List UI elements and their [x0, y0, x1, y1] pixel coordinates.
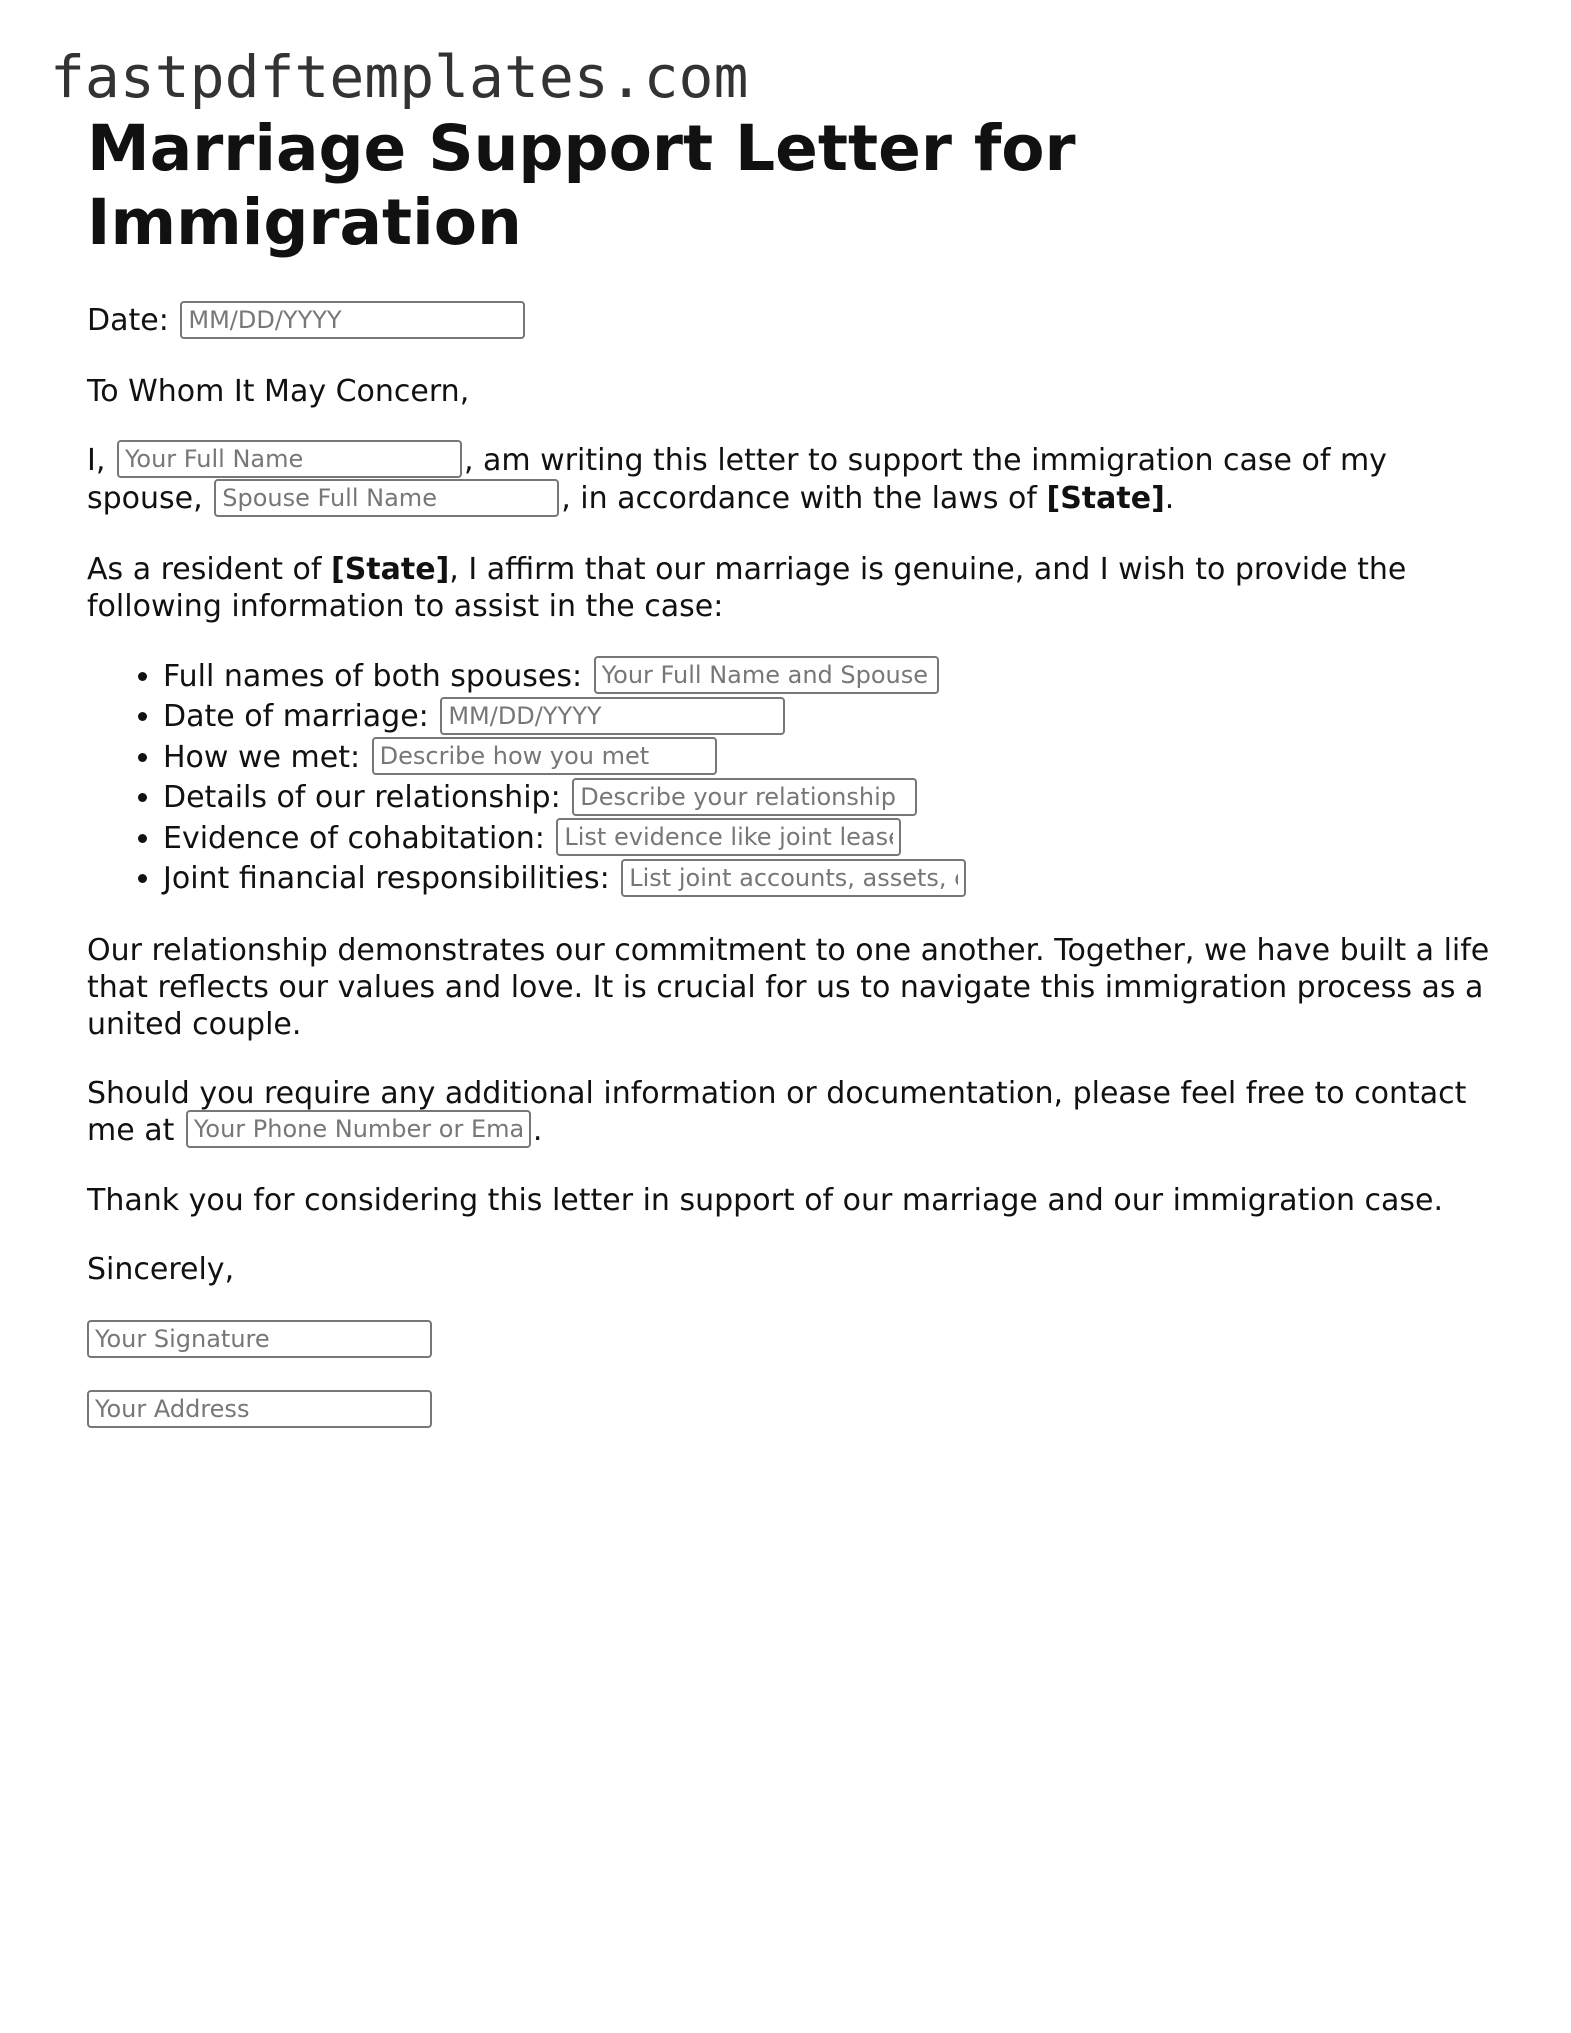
how-met-input[interactable] [372, 737, 717, 775]
list-item [163, 657, 1497, 698]
info-list [87, 657, 1497, 900]
intro-state: [State] [1046, 481, 1165, 516]
spouse-name-input[interactable] [214, 479, 559, 517]
marriage-date-input[interactable] [440, 697, 785, 735]
info-label-names: Full names of both spouses: [163, 658, 583, 694]
intro-text-4: . [1164, 481, 1175, 516]
both-names-input[interactable] [594, 656, 939, 694]
info-label-financial: Joint financial responsibilities: [163, 861, 610, 896]
address-input[interactable] [87, 1390, 432, 1428]
intro-text-1: I, [87, 442, 106, 478]
date-input[interactable] [180, 301, 525, 339]
contact-paragraph [87, 1075, 1497, 1151]
salutation: To Whom It May Concern, [87, 373, 470, 409]
intro-paragraph [87, 442, 1497, 519]
your-name-input[interactable] [117, 440, 462, 478]
page-title: Marriage Support Letter for Immigration [87, 112, 1076, 259]
intro-text-3: , in accordance with the laws of [561, 481, 1037, 516]
info-label-relationship: Details of our relationship: [163, 780, 561, 815]
info-label-cohabitation: Evidence of cohabitation: [163, 820, 545, 856]
resident-text-2: , I affirm that our marriage is genuine, and I wish to provide the following information to assist in the case: [87, 551, 1407, 624]
intro-text-2: , am writing this letter to support the immigration case of my spouse, [87, 442, 1387, 516]
cohabitation-input[interactable] [556, 818, 901, 856]
financial-input[interactable] [621, 859, 966, 897]
info-label-date: Date of marriage: [163, 699, 429, 734]
date-line [87, 302, 1497, 341]
relationship-input[interactable] [572, 778, 917, 816]
letter-body [87, 112, 1497, 1460]
watermark: fastpdftemplates.com [50, 43, 749, 111]
list-item [163, 819, 1497, 860]
list-item [163, 738, 1497, 779]
signature-input[interactable] [87, 1320, 432, 1358]
commitment-paragraph: Our relationship demonstrates our commitment to one another. Together, we have built a life that reflects our values and love. It is crucial for us to navigate this immigration process as a united couple. [87, 932, 1490, 1042]
list-item [163, 859, 1497, 900]
resident-text-1: As a resident of [87, 551, 322, 587]
closing: Sincerely, [87, 1252, 235, 1287]
info-label-met: How we met: [163, 739, 361, 775]
list-item [163, 778, 1497, 819]
contact-input[interactable] [186, 1110, 531, 1148]
resident-paragraph [87, 551, 1497, 625]
date-label: Date: [87, 303, 169, 338]
thanks-paragraph: Thank you for considering this letter in support of our marriage and our immigration case. [87, 1183, 1443, 1218]
contact-text-1: Should you require any additional information or documentation, please feel free to contact me at [87, 1075, 1467, 1148]
contact-text-2: . [532, 1112, 543, 1148]
signature-block [87, 1320, 1497, 1428]
list-item [163, 697, 1497, 738]
resident-state: [State] [330, 551, 450, 587]
